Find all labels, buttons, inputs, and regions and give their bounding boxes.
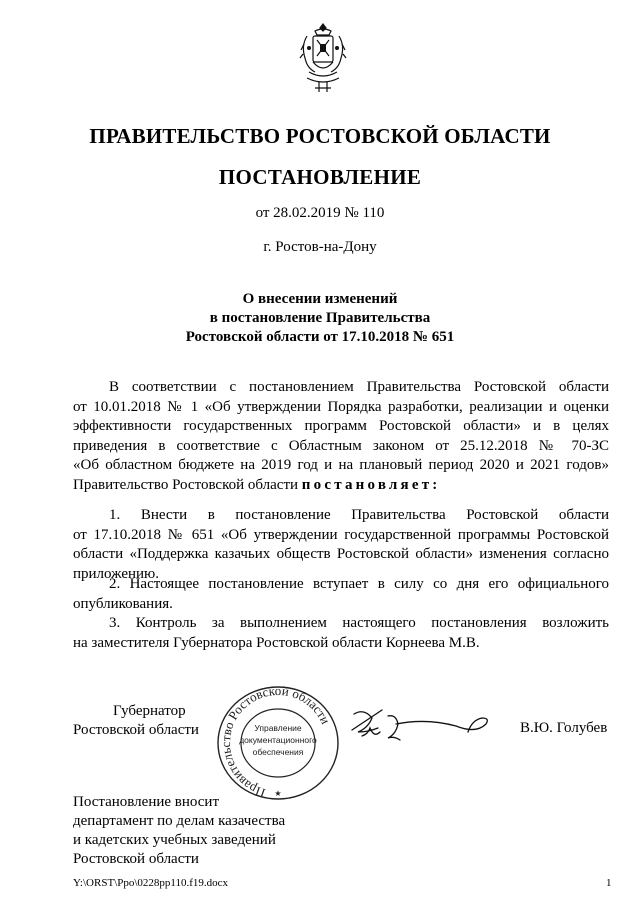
submitted-by-line: департамент по делам казачества [73,813,286,829]
handwritten-signature [348,706,488,750]
paragraph-line: эффективности государственных программ Ростовской области» и в целях [73,418,609,434]
official-stamp [213,683,343,803]
paragraph-line: на заместителя Губернатора Ростовской области Корнеева М.В. [73,634,480,651]
paragraph-line: от 10.01.2018 № 1 «Об утверждении Порядка разработки, реализации и оценки [73,398,609,415]
stamp-center-line1: Управление [254,723,302,733]
coat-of-arms-emblem [299,22,347,100]
page-number: 1 [606,877,612,889]
submitted-by-block [73,793,285,869]
decree-item-3 [73,614,609,653]
submitted-by-line: Ростовской области [73,851,199,867]
signer-title-line2: Ростовской области [73,722,199,738]
submitted-by-line: Постановление вносит [73,794,220,810]
paragraph-line [73,476,609,496]
stamp-center-line3: обеспечения [252,747,304,757]
decree-item-1 [73,506,609,584]
city: г. Ростов-на-Дону [263,239,377,255]
paragraph-line: 2. Настоящее постановление вступает в силу со дня его официального [109,576,609,592]
paragraph-line: В соответствии с постановлением Правительства Ростовской области [109,379,609,395]
signer-title-line1: Губернатор [113,703,186,719]
stamp-ring-textpath: Правительство Ростовской области [217,683,334,802]
paragraph-line: «Об областном бюджете на 2019 год и на плановый период 2020 и 2021 годов» [73,457,609,473]
stamp-center-line2: документационного [239,735,317,745]
signer-name: В.Ю. Голубев [520,720,608,736]
paragraph-line: приведения в соответствие с Областным законом от 25.12.2018 № 70-ЗС [73,437,609,454]
date-and-number: от 28.02.2019 № 110 [255,205,385,221]
file-path: Y:\ORST\Ppo\0228pp110.f19.docx [73,877,229,889]
government-title: ПРАВИТЕЛЬСТВО РОСТОВСКОЙ ОБЛАСТИ [89,124,551,148]
paragraph-line: от 17.10.2018 № 651 «Об утверждении государственной программы Ростовской [73,526,609,543]
paragraph-line: приложению. [73,565,160,582]
paragraph-line: 3. Контроль за выполнением настоящего постановления возложить [109,615,609,631]
decree-item-2 [73,575,609,614]
submitted-by-line: и кадетских учебных заведений [73,832,276,848]
paragraph-line: области «Поддержка казачьих обществ Ростовской области» изменения согласно [73,546,609,562]
document-type: ПОСТАНОВЛЕНИЕ [218,165,422,189]
decrees-keyword: постановляет: [301,476,441,493]
stamp-star-icon: ★ [274,789,282,798]
subject-line: в постановление Правительства [209,310,431,326]
preamble-subject: Правительство Ростовской области [73,476,302,493]
preamble-paragraph [73,378,609,495]
subject-line: О внесении изменений [242,291,398,307]
paragraph-line: 1. Внести в постановление Правительства Ростовской области [109,507,609,523]
decree-subject [0,290,640,347]
subject-line: Ростовской области от 17.10.2018 № 651 [185,329,455,345]
paragraph-line: опубликования. [73,595,173,612]
